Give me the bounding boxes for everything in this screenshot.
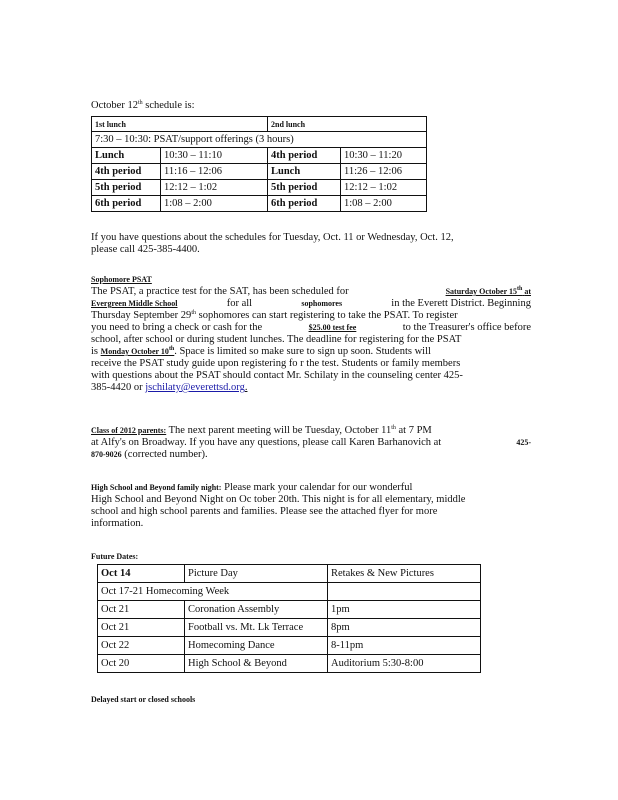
- table-cell: 11:26 – 12:06: [341, 164, 427, 180]
- table-cell: 12:12 – 1:02: [161, 180, 268, 196]
- text-line: [91, 425, 531, 437]
- psat-paragraph: [91, 286, 531, 394]
- psat-text-part: Thursday September 29: [91, 310, 192, 321]
- schedule-title-text: October 12: [91, 100, 138, 111]
- table-cell: 5th period: [268, 180, 341, 196]
- class2012-text: (corrected number).: [124, 449, 208, 460]
- psat-date-text: Saturday October 15: [445, 287, 517, 296]
- psat-sup: th: [191, 310, 196, 316]
- psat-text: for all: [226, 298, 253, 309]
- class2012-sup: th: [391, 425, 396, 431]
- table-row: [92, 196, 427, 212]
- header-second-lunch: 2nd lunch: [268, 117, 427, 132]
- psat-text: school, after school or during student lunches. The deadline for registering for the PSAT: [91, 334, 462, 345]
- psat-text: 385-4420 or: [91, 382, 143, 393]
- future-dates-table: [97, 564, 481, 673]
- table-cell: 6th period: [92, 196, 161, 212]
- psat-deadline: [101, 347, 175, 356]
- table-cell: Oct 22: [98, 637, 185, 655]
- text-line: [91, 382, 531, 394]
- psat-date-at: at: [524, 287, 531, 296]
- psat-text: .: [244, 382, 248, 393]
- class2012-label: Class of 2012 parents:: [91, 426, 167, 435]
- delayed-start-heading: Delayed start or closed schools: [91, 695, 196, 704]
- schedule-title: [91, 100, 195, 112]
- class2012-phone: 870-9026: [91, 450, 122, 459]
- table-cell: 1:08 – 2:00: [341, 196, 427, 212]
- future-dates-heading: Future Dates:: [91, 552, 139, 561]
- table-cell: Oct 21: [98, 619, 185, 637]
- table-row: [92, 164, 427, 180]
- class2012-text: at 7 PM: [395, 425, 432, 436]
- table-cell: Football vs. Mt. Lk Terrace: [185, 619, 328, 637]
- psat-text: to the Treasurer's office before: [402, 322, 531, 333]
- table-row: [92, 117, 427, 132]
- table-row: [92, 148, 427, 164]
- hsb-text: Please mark your calendar for our wonderful: [224, 482, 413, 493]
- table-row: [98, 565, 481, 583]
- questions-line-1: If you have questions about the schedules for Tuesday, Oct. 11 or Wednesday, Oct. 12,: [91, 232, 454, 243]
- table-row: [98, 583, 481, 601]
- table-cell: 1pm: [328, 601, 481, 619]
- psat-date: [446, 286, 531, 298]
- hsb-text: High School and Beyond Night on Oc tober 20th. This night is for all elementary, middle: [91, 494, 466, 505]
- class2012-phone: 425-: [516, 438, 531, 447]
- table-cell: 4th period: [92, 164, 161, 180]
- psat-deadline-text: Monday October 10: [100, 347, 169, 356]
- schedule-title-sup: th: [137, 100, 143, 106]
- table-cell: 8pm: [328, 619, 481, 637]
- table-cell: 1:08 – 2:00: [161, 196, 268, 212]
- table-cell: Picture Day: [185, 565, 328, 583]
- hsb-label: High School and Beyond family night:: [91, 483, 222, 492]
- psat-text-part: is: [91, 346, 99, 357]
- text-line: [91, 298, 531, 310]
- table-row: [98, 655, 481, 673]
- table-row: [92, 180, 427, 196]
- psat-location: Evergreen Middle School: [91, 299, 178, 308]
- table-row: [98, 637, 481, 655]
- table-row: [98, 601, 481, 619]
- table-cell: 12:12 – 1:02: [341, 180, 427, 196]
- table-cell: [328, 583, 481, 601]
- psat-text: you need to bring a check or cash for the: [91, 322, 263, 333]
- questions-paragraph: [91, 232, 531, 256]
- text-line: [91, 449, 531, 461]
- table-cell: 5th period: [92, 180, 161, 196]
- table-cell: 10:30 – 11:20: [341, 148, 427, 164]
- text-line: [91, 346, 531, 358]
- psat-sophomores: sophomores: [301, 299, 343, 308]
- psat-text: The PSAT, a practice test for the SAT, has been scheduled for: [91, 286, 349, 297]
- table-cell: Retakes & New Pictures: [328, 565, 481, 583]
- table-cell: Homecoming Dance: [185, 637, 328, 655]
- table-cell: Oct 14: [98, 565, 185, 583]
- table-cell: Oct 17-21 Homecoming Week: [98, 583, 328, 601]
- text-line: [91, 494, 531, 506]
- table-cell: 8-11pm: [328, 637, 481, 655]
- table-cell: 10:30 – 11:10: [161, 148, 268, 164]
- hsb-text: information.: [91, 518, 144, 529]
- psat-heading: Sophomore PSAT: [91, 275, 152, 284]
- text-line: [91, 244, 531, 256]
- psat-text-part: sophomores can start registering to take the PSAT. To register: [195, 310, 458, 321]
- schedule-title-suffix: schedule is:: [142, 100, 195, 111]
- psat-deadline-sup: th: [168, 346, 175, 352]
- text-line: [91, 232, 531, 244]
- table-cell: High School & Beyond: [185, 655, 328, 673]
- table-cell: Lunch: [92, 148, 161, 164]
- text-line: [91, 482, 531, 494]
- email-link[interactable]: jschilaty@everettsd.org: [145, 382, 245, 393]
- hsb-paragraph: [91, 482, 531, 530]
- text-line: [91, 286, 531, 298]
- psat-date-sup: th: [516, 286, 523, 292]
- text-line: [91, 518, 531, 530]
- table-cell: Oct 21: [98, 601, 185, 619]
- oct12-schedule-table: [91, 116, 427, 212]
- table-cell: 11:16 – 12:06: [161, 164, 268, 180]
- text-line: [91, 310, 531, 322]
- table-cell: 4th period: [268, 148, 341, 164]
- class2012-text: at Alfy's on Broadway. If you have any questions, please call Karen Barhanovich at: [91, 437, 442, 448]
- hsb-text: school and high school parents and families. Please see the attached flyer for more: [91, 506, 438, 517]
- psat-text: [91, 346, 431, 358]
- text-line: [91, 358, 531, 370]
- table-cell: 6th period: [268, 196, 341, 212]
- psat-fee: $25.00 test fee: [308, 323, 357, 332]
- header-first-lunch: 1st lunch: [92, 117, 268, 132]
- psat-text: with questions about the PSAT should contact Mr. Schilaty in the counseling center 425-: [91, 370, 463, 381]
- table-cell: Lunch: [268, 164, 341, 180]
- class2012-text: The next parent meeting will be Tuesday, October 11: [168, 425, 392, 436]
- table-row: [92, 132, 427, 148]
- questions-line-2: please call 425-385-4400.: [91, 244, 200, 255]
- text-line: [91, 370, 531, 382]
- table-cell: Oct 20: [98, 655, 185, 673]
- psat-text-part: . Space is limited so make sure to sign up soon. Students will: [174, 346, 431, 357]
- psat-text: [91, 310, 458, 322]
- psat-text: receive the PSAT study guide upon registering fo r the test. Students or family members: [91, 358, 461, 369]
- class2012-paragraph: [91, 425, 531, 461]
- psat-text: in the Everett District. Beginning: [391, 298, 531, 309]
- text-line: [91, 506, 531, 518]
- psat-row: 7:30 – 10:30: PSAT/support offerings (3 hours): [92, 132, 427, 148]
- text-line: [91, 437, 531, 449]
- table-cell: Coronation Assembly: [185, 601, 328, 619]
- table-row: [98, 619, 481, 637]
- text-line: [91, 322, 531, 334]
- table-cell: Auditorium 5:30-8:00: [328, 655, 481, 673]
- text-line: [91, 334, 531, 346]
